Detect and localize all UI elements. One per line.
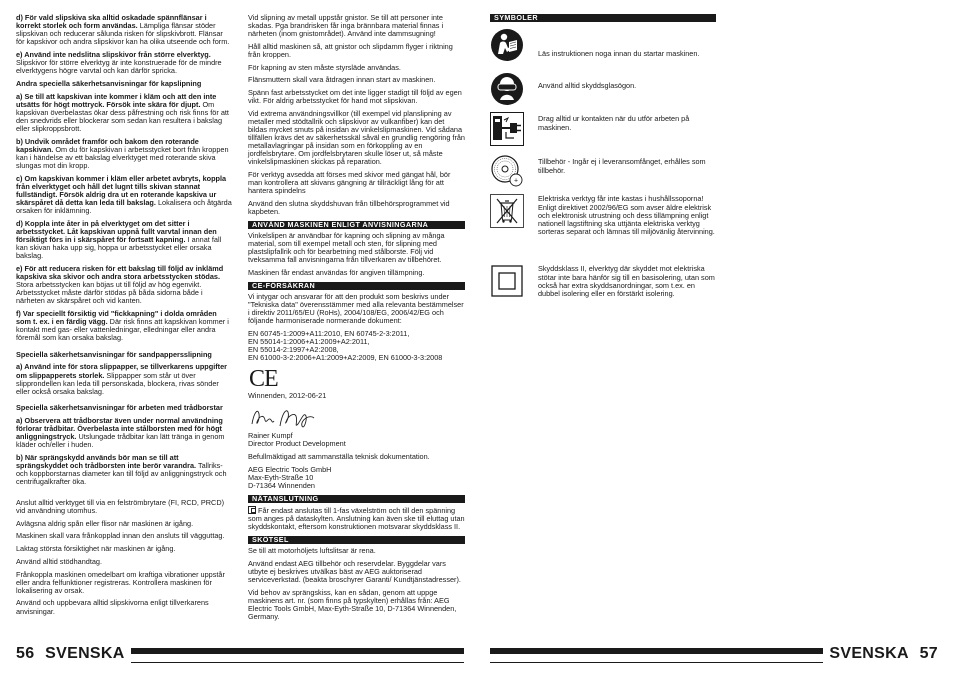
- instruction-body: Om kapskivan överbelastas ökar dess påfrestning och risk finns för att den snedvrids eller blockerar som sedan kan resultera i bakslag eller slipkroppsbrott.: [16, 99, 229, 133]
- language-label: SVENSKA: [829, 645, 909, 662]
- instruction-body: I annat fall kan skivan haka upp sig, hoppa ur arbetsstycket eller orsaka bakslag.: [16, 234, 222, 260]
- authorised-documentation-text: Befullmäktigad att sammanställa teknisk dokumentation.: [248, 452, 430, 461]
- instruction-paragraph: [16, 454, 232, 486]
- instruction-body: Maskinen skall vara frånkopplad innan den ansluts till vägguttag.: [16, 531, 225, 541]
- language-label: SVENSKA: [45, 645, 125, 662]
- instruction-paragraph: [16, 558, 232, 566]
- general-paragraph: Spänn fast arbetsstycket om det inte ligger stadigt till följd av egen vikt. För aldrig arbetsstycket för hand mot slipskivan.: [248, 88, 462, 106]
- symbol-text: Använd alltid skyddsglasögon.: [538, 81, 637, 91]
- svg-text:+: +: [513, 177, 519, 185]
- symbol-row: [490, 112, 716, 154]
- instruction-lead: c) Om kapskivan kommer i kläm eller arbetet avbryts, koppla från elverktyget och håll det lugnt tills skivan stannat fullständigt. Försök aldrig dra ut en roterande kapskiva ur skärspåret då detta kan leda till bakslag.: [16, 173, 227, 207]
- instruction-paragraph: [16, 499, 232, 515]
- address-line: D-71364 Winnenden: [248, 480, 315, 490]
- subsection-heading: Speciella säkerhetsanvisningar för arbeten med trådborstar: [16, 403, 223, 413]
- standard-line: EN 55014-1:2006+A1:2009+A2:2011,: [248, 337, 370, 347]
- maintenance-text: [248, 547, 465, 621]
- general-instructions-column: [248, 14, 465, 626]
- general-safety-paragraphs: [248, 14, 465, 216]
- instruction-body: Lämpliga flänsar stöder slipskivan och reducerar sålunda risken för slipskivbrott. Flänsar för kapskivor och andra slipskivor kan ha olika utseende och form.: [16, 21, 230, 47]
- symbol-text: Elektriska verktyg får inte kastas i hushållssoporna! Enligt direktivet 2002/96/EG som avser äldre elektrisk och elektronisk utrustning och dess tillämpning enligt nationell lagstiftning ska uttjänta elektriska verktyg sorteras separat och lämnas till miljövänlig återvinning.: [538, 194, 715, 236]
- instruction-paragraph: [16, 14, 232, 46]
- read-manual-icon: [490, 28, 524, 62]
- instruction-body: Laktag största försiktighet när maskinen är igång.: [16, 544, 176, 554]
- conformity-heading: CE-FÖRSÄKRAN: [248, 282, 465, 290]
- safety-instructions-column: [16, 14, 232, 620]
- subsection-heading: Andra speciella säkerhetsanvisningar för kapslipning: [16, 78, 202, 88]
- symbol-text: Tillbehör - Ingår ej i leveransomfånget, erhålles som tillbehör.: [538, 157, 706, 175]
- accessory-disc-icon: [490, 154, 524, 188]
- general-paragraph: För kapning av sten måste styrslädе användas.: [248, 62, 401, 72]
- instruction-body: Tallriks- och koppborstarnas diameter kan till följd av anliggningstryck och centrifugalkrafter öka.: [16, 461, 227, 487]
- instruction-lead: a) Observera att trådborstar även under normal användning förlorar trådbitar. Överbelasta inte stålborsten med för högt anliggningstryck.: [16, 416, 223, 442]
- symbol-row: [490, 264, 716, 312]
- instruction-lead: b) Undvik området framför och bakom den roterande kapskivan.: [16, 136, 199, 154]
- maintenance-paragraph: Vid behov av sprängskiss, kan en sådan, genom att uppge maskinens art. nr. (som finns på typskylten) erhållas från: AEG Electric Tools GmbH, Max-Eyth-Straße 10, D-71364 Winnenden, Germany.: [248, 587, 457, 622]
- symbol-text: Läs instruktionen noga innan du startar maskinen.: [538, 49, 700, 59]
- maintenance-paragraph: Se till att motorhöljets luftslitsar är rena.: [248, 546, 376, 556]
- intended-use-paragraph: Maskinen får endast användas för angiven tillämpning.: [248, 268, 425, 278]
- symbol-row: [490, 72, 716, 112]
- instruction-lead: f) Var speciellt försiktig vid "fickkapning" i dolda områden som t. ex. i en färdig vägg.: [16, 308, 217, 326]
- general-paragraph: Vid extrema användningsvillkor (till exempel vid planslipning av metaller med stödtallrik och slipskivor av vulkanfiber) kan det bildas mycket smuts på insidan av vinkelslipmaskinen. Vid sådana tillfällen krävs det av säkerhetsskäl såväl en grundlig rengöring från metallavlagringar på insidan som en förkoppling av en jordfelsbrytare. Om jordfelsbrytaren skulle löser ut, så måste vinkelslipmaskinen skickas på reparation.: [248, 108, 465, 167]
- general-paragraph: Håll alltid maskinen så, att gnistor och slipdamm flyger i riktning från kroppen.: [248, 41, 453, 59]
- symbols-heading: SYMBOLER: [490, 14, 716, 22]
- instruction-paragraph: [16, 520, 232, 528]
- standard-line: EN 61000-3-2:2006+A1:2009+A2:2009, EN 61000-3-3:2008: [248, 353, 443, 363]
- general-paragraph: För verktyg avsedda att förses med skivor med gängat hål, bör man kontrollera att skivans gängning är tillräckligt lång för att hantera spindelns: [248, 170, 451, 196]
- instruction-lead: a) Se till att kapskivan inte kommer i kläm och att den inte utsätts för högt mottryck. Försök inte skära för djupt.: [16, 91, 217, 109]
- address-line: AEG Electric Tools GmbH: [248, 464, 332, 474]
- signature-image: [250, 404, 330, 432]
- unplug-icon: [490, 112, 524, 146]
- symbol-row: [490, 194, 716, 264]
- protection-class-ii-icon: [248, 506, 256, 514]
- symbols-column: [490, 14, 716, 312]
- instruction-body: Använd och uppbevara alltid slipskivorna enligt tillverkarens anvisningar.: [16, 598, 209, 616]
- mains-heading: NÄTANSLUTNING: [248, 495, 465, 503]
- symbol-row: [490, 28, 716, 72]
- protection-class-ii-icon: [490, 264, 524, 298]
- safety-goggles-icon: [490, 72, 524, 106]
- instruction-lead: a) Använd inte för stora slippapper, se tillverkarens uppgifter om slippapperets storlek.: [16, 362, 227, 380]
- instruction-paragraph: [16, 265, 232, 305]
- standard-line: EN 55014-2:1997+A2:2008,: [248, 345, 339, 355]
- address-line: Max-Eyth-Straße 10: [248, 472, 314, 482]
- instruction-paragraph: [16, 51, 232, 75]
- instruction-lead: d) För vald slipskiva ska alltid oskadade spännflänsar i korrekt storlek och form användas.: [16, 13, 207, 31]
- weee-crossed-bin-icon: [490, 194, 524, 228]
- instruction-body: Stora arbetsstycken kan böjas ut till följd av hög egenvikt. Arbetsstycket måste därför stödas på båda sidorna både i närheten av skärspåret och vid kanten.: [16, 279, 203, 306]
- left-page-label: [16, 645, 131, 663]
- instruction-paragraph: [16, 93, 232, 133]
- instruction-paragraph: [16, 417, 232, 449]
- place-date: Winnenden, 2012-06-21: [248, 391, 327, 401]
- instruction-lead: d) Koppla inte åter in på elverktyget om det sitter i arbetsstycket. Låt kapskivan uppnå fullt varvtal innan den försiktigt förs in i skärspåret för fortsatt kapning.: [16, 218, 217, 244]
- instruction-lead: e) För att reducera risken för ett bakslag till följd av inklämd kapskiva ska skivor och andra stora arbetsstycken stödas.: [16, 263, 224, 281]
- instruction-paragraph: [16, 545, 232, 553]
- instruction-paragraph: [16, 363, 232, 395]
- instruction-paragraph: [16, 138, 232, 170]
- instruction-paragraph: [16, 175, 232, 215]
- instruction-paragraph: [16, 220, 232, 260]
- intended-use-heading: ANVÄND MASKINEN ENLIGT ANVISNINGARNA: [248, 221, 465, 229]
- instruction-body: Utslungade trådbitar kan lätt tränga in genom kläder och/eller i huden.: [16, 432, 225, 450]
- instruction-body: Använd alltid stödhandtag.: [16, 556, 103, 566]
- instruction-paragraph: [16, 532, 232, 540]
- instruction-body: Avlägsna aldrig spån eller flisor när maskinen är igång.: [16, 518, 194, 528]
- standards-list: [248, 330, 465, 362]
- subsection-heading: Speciella säkerhetsanvisningar för sandpappersslipning: [16, 349, 212, 359]
- page-number: 56: [16, 645, 35, 662]
- symbol-row: [490, 154, 716, 194]
- instruction-body: Anslut alltid verktyget till via en felströmbrytare (FI, RCD, PRCD) vid användning utomhus.: [16, 498, 225, 516]
- intended-use-paragraph: Vinkelslipen är användbar för kapning och slipning av många material, som till exempel metall och sten, för slipning med plastslipfallrik och för bearbetning med stålborste. Följ vid tveksamma fall anvisningarna från tillverkaren av tillbehöret.: [248, 231, 445, 265]
- standard-line: EN 60745-1:2009+A11:2010, EN 60745-2-3:2011,: [248, 329, 410, 339]
- mains-text: Får endast anslutas till 1-fas växelström och till den spänning som anges på dataskylten. Anslutning kan även ske till eluttag utan skyddskontakt, eftersom konstruktionen motsvarar skyddsklass II.: [248, 505, 465, 532]
- symbol-text: Drag alltid ur kontakten när du utför arbeten på maskinen.: [538, 114, 690, 132]
- page-number: 57: [919, 645, 938, 662]
- right-page-label: [823, 645, 938, 663]
- instruction-lead: b) När sprängskydd används bör man se till att sprängskyddet och trådborsten inte berör varandra.: [16, 453, 197, 471]
- instruction-paragraph: [16, 571, 232, 595]
- maintenance-paragraph: Använd endast AEG tillbehör och reservdelar. Byggdelar vars utbyte ej beskrives utvälkas bäst av AEG auktoriserad serviceverkstad. (beakta broschyrer Garanti/ Kundtjänstadresser).: [248, 558, 461, 585]
- manufacturer-address: [248, 466, 465, 490]
- instruction-body: Slippapper som står ut över slipprondellen kan leda till personskada, blockera, rivas sönder eller också orsaka bakslag.: [16, 370, 219, 396]
- general-paragraph: Flänsmuttern skall vara åtdragen innan start av maskinen.: [248, 75, 436, 85]
- instruction-body: Slipskivor för större elverktyg är inte konstruerade för de mindre elverktygens högre varvtal och kan därför spricka.: [16, 58, 222, 76]
- instruction-body: Där risk finns att kapskivan kommer i kontakt med gas- eller vattenledningar, elledningar eller andra föremål som kan orsaka bakslag.: [16, 316, 229, 343]
- instruction-lead: e) Använd inte nedslitna slipskivor från större elverktyg.: [16, 49, 211, 59]
- instruction-body: Lokalisera och åtgärda orsaken för inklämning.: [16, 197, 232, 215]
- signer-title: Director Product Development: [248, 439, 346, 449]
- signer-name: Rainer Kumpf: [248, 431, 293, 441]
- instruction-body: Om du för kapskivan i arbetsstycket bort från kroppen kan i händelse av ett bakslag elverktyget med roterande skiva slungas mot din kropp.: [16, 144, 229, 170]
- instruction-body: Frånkoppla maskinen omedelbart om kraftiga vibrationer uppstår eller andra felfunktioner registreras. Kontrollera maskinen för lokalisering av orsak.: [16, 569, 225, 595]
- general-paragraph: Använd den slutna skyddshuvan från tillbehörsprogrammet vid kapbeten.: [248, 198, 450, 217]
- instruction-paragraph: [16, 599, 232, 615]
- intended-use-text: [248, 232, 465, 277]
- symbol-text: Skyddsklass II, elverktyg där skyddet mot elektriska stötar inte bara hänför sig till en basisolering, utan som också har extra skyddsanordningar, som t.ex. en dubbel isolering eller en förstärkt isolering.: [538, 264, 715, 298]
- ce-mark-logo: CE: [249, 366, 278, 393]
- general-paragraph: Vid slipning av metall uppstår gnistor. Se till att personer inte skadas. Pga brandrisken får inga brännbara material finnas i närheten (inom gnistområdet). Använd inte dammsugning!: [248, 13, 444, 39]
- maintenance-heading: SKÖTSEL: [248, 536, 465, 544]
- conformity-statement: Vi intygar och ansvarar för att den produkt som beskrivs under "Tekniska data" överensstämmer med alla relevanta bestämmelser i direktiv 2011/65/EU (RoHs), 2004/108/EG, 2006/42/EG och följande harmoniserade normerande dokument:: [248, 292, 464, 326]
- instruction-paragraph: [16, 310, 232, 342]
